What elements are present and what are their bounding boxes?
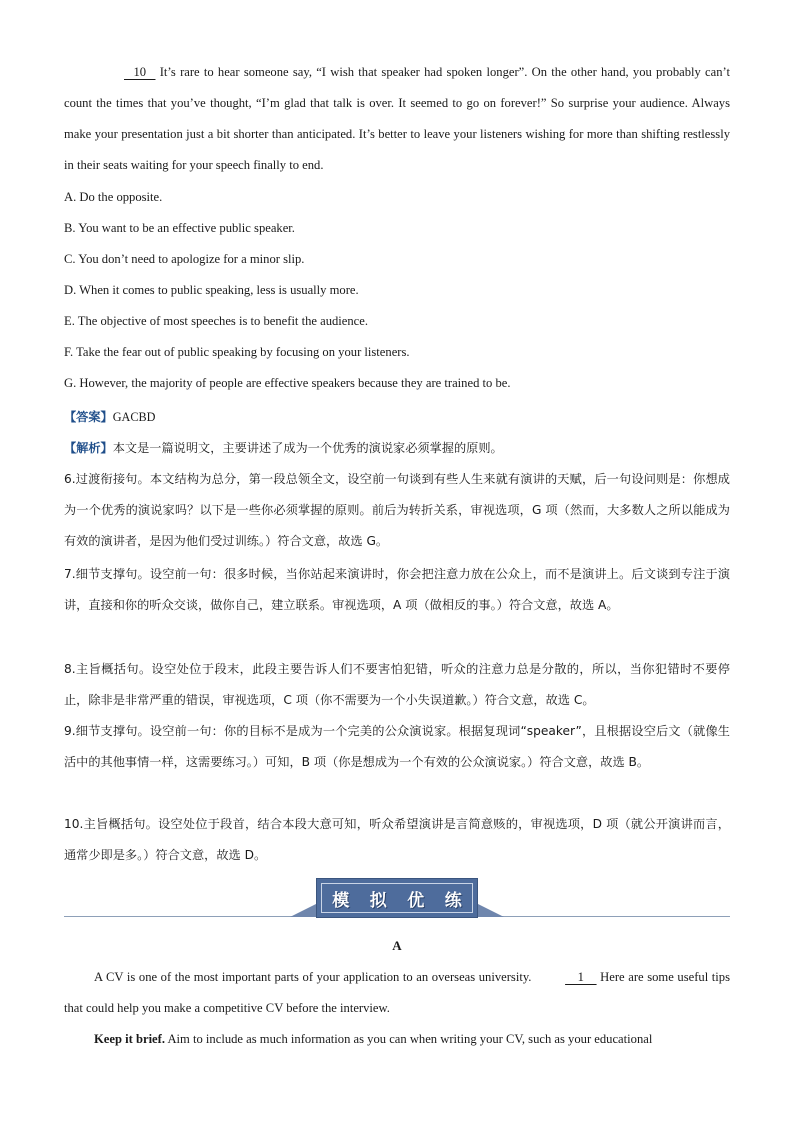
- banner-right-wing: [478, 904, 504, 917]
- section-heading: A: [392, 938, 402, 953]
- intro-text-start: A CV is one of the most important parts of your application to an overseas university.: [94, 970, 536, 984]
- analysis-tag: 【解析】: [64, 441, 113, 455]
- banner-char-1: 模: [332, 890, 350, 911]
- option-c: C. You don’t need to apologize for a minor slip.: [64, 252, 305, 266]
- blank-1: 1: [565, 970, 597, 984]
- blank-10: 10: [124, 65, 156, 79]
- banner-char-2: 拟: [369, 890, 387, 911]
- option-e: E. The objective of most speeches is to benefit the audience.: [64, 314, 369, 328]
- tip-title: Keep it brief.: [94, 1032, 165, 1046]
- intro-text-end: Here are some useful tips that could help you make a competitive CV before the interview.: [64, 970, 731, 1015]
- tip-text: Aim to include as much information as you can when writing your CV, such as your educational: [165, 1032, 653, 1046]
- section-a-intro: [64, 962, 730, 1024]
- banner-char-4: 练: [444, 890, 462, 911]
- banner-char-3: 优: [407, 890, 425, 911]
- paragraph-10: [64, 57, 730, 181]
- option-b: B. You want to be an effective public speaker.: [64, 221, 295, 235]
- answer-line: [64, 402, 730, 433]
- option-a: A. Do the opposite.: [64, 190, 163, 204]
- analysis-line: [64, 433, 730, 464]
- analysis-text: 本文是一篇说明文，主要讲述了成为一个优秀的演说家必须掌握的原则。: [112, 441, 503, 455]
- option-g: G. However, the majority of people are effective speakers because they are trained to be.: [64, 376, 511, 390]
- explanation-9: 9.细节支撑句。设空前一句：你的目标不是成为一个完美的公众演说家。根据复现词“speaker”，且根据设空后文（就像生活中的其他事情一样，这需要练习。）可知，B 项（你是想成为一个有效的公众演说家。）符合文意，故选 B。: [64, 724, 730, 769]
- option-d: D. When it comes to public speaking, less is usually more.: [64, 283, 359, 297]
- explanation-6: 6.过渡衔接句。本文结构为总分，第一段总领全文，设空前一句谈到有些人生来就有演讲的天赋，后一句设问则是：你想成为一个优秀的演说家吗？以下是一些你必须掌握的原则。前后为转折关系，审视选项，G 项（然而，大多数人之所以能成为有效的演讲者，是因为他们受过训练。）符合文意，故选 G。: [64, 472, 730, 548]
- tip-paragraph: [64, 1024, 730, 1055]
- answer-value: GACBD: [112, 410, 156, 424]
- banner-box: [316, 878, 478, 918]
- explanation-10: 10.主旨概括句。设空处位于段首，结合本段大意可知，听众希望演讲是言简意赅的，审视选项，D 项（就公开演讲而言，通常少即是多。）符合文意，故选 D。: [64, 817, 730, 862]
- option-f: F. Take the fear out of public speaking by focusing on your listeners.: [64, 345, 410, 359]
- banner-left-wing: [290, 904, 316, 917]
- section-banner: [64, 876, 730, 922]
- explanation-7: 7.细节支撑句。设空前一句：很多时候，当你站起来演讲时，你会把注意力放在公众上，而不是演讲上。后文谈到专注于演讲，直接和你的听众交谈，做你自己，建立联系。审视选项，A 项（做相反的事。）符合文意，故选 A。: [64, 567, 730, 612]
- explanation-8: 8.主旨概括句。设空处位于段末，此段主要告诉人们不要害怕犯错，听众的注意力总是分散的，所以，当你犯错时不要停止，除非是非常严重的错误，审视选项，C 项（你不需要为一个小失误道歉。）符合文意，故选 C。: [64, 662, 730, 707]
- answer-tag: 【答案】: [64, 410, 113, 424]
- paragraph-10-text: It’s rare to hear someone say, “I wish that speaker had spoken longer”. On the other hand, you probably can’t count the times that you’ve thought, “I’m glad that talk is over. It seemed to go on forever!” So surprise your audience. Always make your presentation just a bit shorter than anticipated. It’s better to leave your listeners wishing for more than shifting restlessly in their seats waiting for your speech finally to end.: [64, 65, 730, 172]
